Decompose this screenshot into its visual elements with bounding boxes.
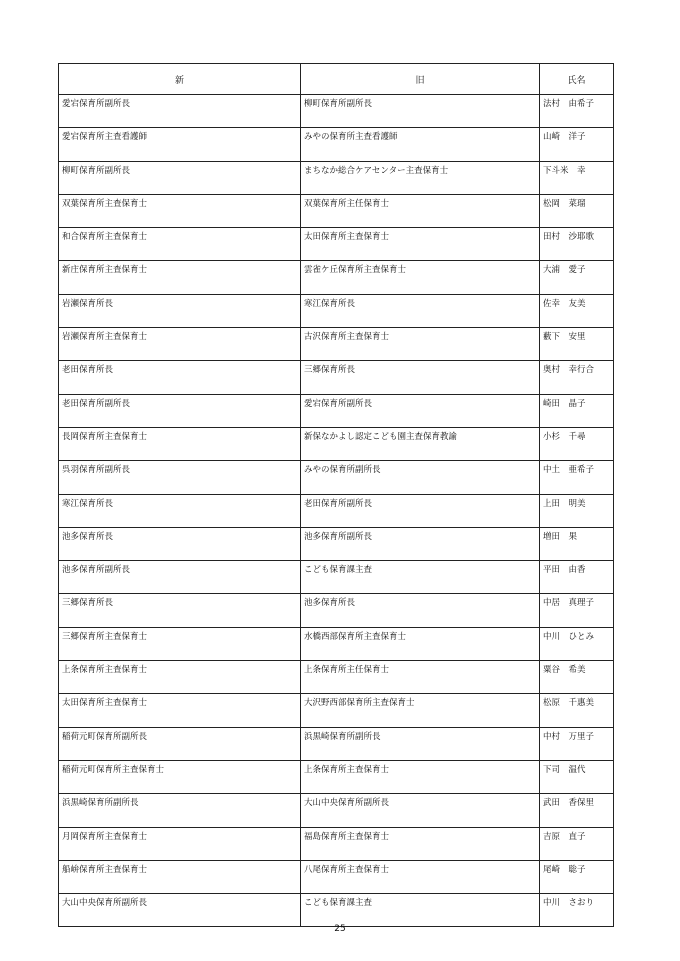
cell-old: みやの保育所主査看護師 [301, 128, 540, 161]
table-row [59, 594, 614, 627]
cell-name: 中土 亜希子 [540, 461, 614, 494]
header-name: 氏名 [540, 64, 614, 95]
cell-old: 大沢野西部保育所主査保育士 [301, 694, 540, 727]
cell-name: 中川 さおり [540, 894, 614, 927]
cell-new: 池多保育所副所長 [59, 561, 301, 594]
cell-name: 増田 果 [540, 527, 614, 560]
cell-name: 吉原 直子 [540, 827, 614, 860]
cell-old: まちなか総合ケアセンター主査保育士 [301, 161, 540, 194]
table-row [59, 194, 614, 227]
cell-old: 新保なかよし認定こども園主査保育教諭 [301, 427, 540, 460]
header-old: 旧 [301, 64, 540, 95]
cell-name: 奥村 幸行合 [540, 361, 614, 394]
cell-old: 愛宕保育所副所長 [301, 394, 540, 427]
cell-old: こども保育課主査 [301, 561, 540, 594]
cell-new: 岩瀬保育所主査保育士 [59, 328, 301, 361]
table-row [59, 394, 614, 427]
cell-old: 老田保育所副所長 [301, 494, 540, 527]
cell-new: 岩瀬保育所長 [59, 294, 301, 327]
cell-new: 双葉保育所主査保育士 [59, 194, 301, 227]
cell-old: 双葉保育所主任保育士 [301, 194, 540, 227]
cell-name: 中居 真理子 [540, 594, 614, 627]
cell-name: 大浦 愛子 [540, 261, 614, 294]
cell-new: 大山中央保育所副所長 [59, 894, 301, 927]
table-row [59, 427, 614, 460]
cell-old: 浜黒崎保育所副所長 [301, 727, 540, 760]
cell-name: 粟谷 希美 [540, 661, 614, 694]
cell-new: 上条保育所主査保育士 [59, 661, 301, 694]
cell-name: 佐幸 友美 [540, 294, 614, 327]
cell-new: 老田保育所副所長 [59, 394, 301, 427]
table-row [59, 361, 614, 394]
cell-name: 藪下 安里 [540, 328, 614, 361]
table-row [59, 461, 614, 494]
table-row [59, 827, 614, 860]
cell-new: 稲荷元町保育所副所長 [59, 727, 301, 760]
cell-name: 中川 ひとみ [540, 627, 614, 660]
cell-new: 新庄保育所主査保育士 [59, 261, 301, 294]
table-row [59, 494, 614, 527]
cell-old: 太田保育所主査保育士 [301, 228, 540, 261]
cell-name: 小杉 千尋 [540, 427, 614, 460]
table-row [59, 128, 614, 161]
cell-old: 柳町保育所副所長 [301, 95, 540, 128]
cell-old: みやの保育所副所長 [301, 461, 540, 494]
cell-new: 愛宕保育所主査看護師 [59, 128, 301, 161]
table-row [59, 161, 614, 194]
cell-name: 下斗米 幸 [540, 161, 614, 194]
cell-name: 武田 香保里 [540, 794, 614, 827]
cell-new: 太田保育所主査保育士 [59, 694, 301, 727]
cell-old: 上条保育所主任保育士 [301, 661, 540, 694]
table-row [59, 760, 614, 793]
table-body [59, 95, 614, 927]
cell-new: 呉羽保育所副所長 [59, 461, 301, 494]
cell-name: 松原 千惠美 [540, 694, 614, 727]
table-header-row [59, 64, 614, 95]
cell-name: 崎田 晶子 [540, 394, 614, 427]
cell-new: 長岡保育所主査保育士 [59, 427, 301, 460]
cell-new: 船峅保育所主査保育士 [59, 860, 301, 893]
cell-old: 雲雀ケ丘保育所主査保育士 [301, 261, 540, 294]
cell-old: 寒江保育所長 [301, 294, 540, 327]
cell-name: 田村 沙耶歌 [540, 228, 614, 261]
table-row [59, 228, 614, 261]
cell-name: 松岡 菜瑠 [540, 194, 614, 227]
cell-name: 山崎 洋子 [540, 128, 614, 161]
cell-old: 古沢保育所主査保育士 [301, 328, 540, 361]
table-row [59, 95, 614, 128]
table-row [59, 661, 614, 694]
table-row [59, 627, 614, 660]
table-row [59, 794, 614, 827]
cell-new: 三郷保育所主査保育士 [59, 627, 301, 660]
table-row [59, 328, 614, 361]
cell-new: 柳町保育所副所長 [59, 161, 301, 194]
cell-name: 尾崎 聡子 [540, 860, 614, 893]
cell-new: 老田保育所長 [59, 361, 301, 394]
table-row [59, 894, 614, 927]
cell-new: 寒江保育所長 [59, 494, 301, 527]
cell-old: こども保育課主査 [301, 894, 540, 927]
cell-new: 愛宕保育所副所長 [59, 95, 301, 128]
cell-old: 水橋西部保育所主査保育士 [301, 627, 540, 660]
cell-name: 中村 万里子 [540, 727, 614, 760]
cell-name: 上田 明美 [540, 494, 614, 527]
table-row [59, 727, 614, 760]
cell-new: 和合保育所主査保育士 [59, 228, 301, 261]
cell-new: 稲荷元町保育所主査保育士 [59, 760, 301, 793]
cell-new: 浜黒崎保育所副所長 [59, 794, 301, 827]
cell-old: 池多保育所副所長 [301, 527, 540, 560]
table-row [59, 261, 614, 294]
cell-new: 三郷保育所長 [59, 594, 301, 627]
cell-name: 下司 温代 [540, 760, 614, 793]
page-number: 25 [334, 924, 346, 934]
table-row [59, 561, 614, 594]
cell-old: 上条保育所主査保育士 [301, 760, 540, 793]
table-row [59, 294, 614, 327]
table-row [59, 527, 614, 560]
cell-name: 法村 由希子 [540, 95, 614, 128]
cell-name: 平田 由香 [540, 561, 614, 594]
cell-new: 池多保育所長 [59, 527, 301, 560]
cell-old: 三郷保育所長 [301, 361, 540, 394]
cell-old: 池多保育所長 [301, 594, 540, 627]
personnel-table [58, 63, 614, 927]
cell-new: 月岡保育所主査保育士 [59, 827, 301, 860]
cell-old: 福島保育所主査保育士 [301, 827, 540, 860]
table-row [59, 860, 614, 893]
cell-old: 八尾保育所主査保育士 [301, 860, 540, 893]
header-new: 新 [59, 64, 301, 95]
table-row [59, 694, 614, 727]
cell-old: 大山中央保育所副所長 [301, 794, 540, 827]
